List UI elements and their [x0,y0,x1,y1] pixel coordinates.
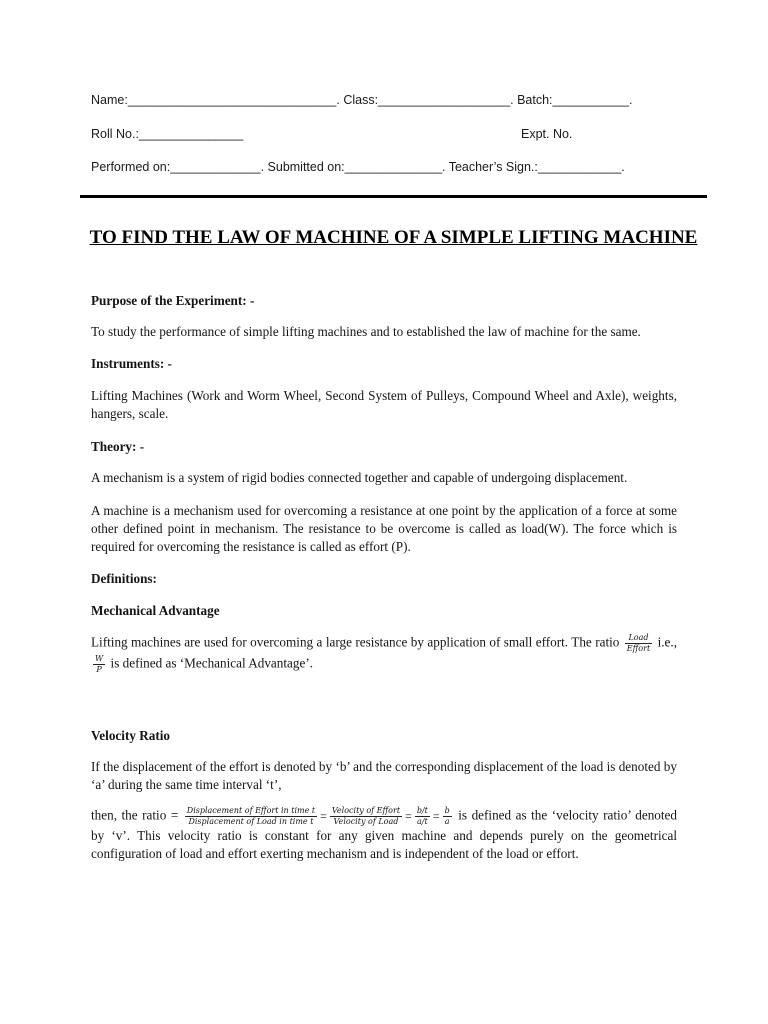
vr-fraction-b-a: $\frac{b}{a}$ [444,806,450,826]
instruments-text: Lifting Machines (Work and Worm Wheel, Second System of Pulleys, Compound Wheel and Axle), weights, hangers, scale. [91,388,677,421]
vr-text-after: is defined as the ‘velocity ratio’ denoted by ‘v’. This velocity ratio is constant for any given machine and depends purely on the geometrical configuration of load and effort exerting mechanism and is independent of the load or effort. [91,807,677,861]
vr-fraction-displacement: $\frac{\text{Displacement of Effort in time t}}{\text{Displacement of Load in time t}}$ [186,806,316,826]
ma-ie: i.e., [657,634,678,650]
theory-p2: A machine is a mechanism used for overcoming a resistance at one point by the application of a force at some other defined point in mechanism. The resistance to be overcome is called as load(W). The force which is required for overcoming the resistance is called as effort (P). [91,503,677,554]
definitions-heading: Definitions: [91,571,157,586]
vr-fraction-velocity: $\frac{\text{Velocity of Effort}}{\text{Velocity of Load}}$ [331,806,401,826]
vr-heading: Velocity Ratio [91,728,170,743]
header-dates-sign: Performed on:_____________. Submitted on:______________. Teacher’s Sign.:____________. [91,160,625,174]
theory-heading: Theory: - [91,439,145,454]
header-divider [80,195,707,198]
page-title: TO FIND THE LAW OF MACHINE OF A SIMPLE LIFTING MACHINE [89,227,698,248]
vr-p1: If the displacement of the effort is denoted by ‘b’ and the corresponding displacement of the load is denoted by ‘a’ during the same time interval ‘t’, [91,759,677,792]
theory-p1: A mechanism is a system of rigid bodies connected together and capable of undergoing displacement. [91,470,628,485]
expt-no-label: Expt. No. [521,127,573,141]
ma-heading: Mechanical Advantage [91,603,220,618]
purpose-text: To study the performance of simple lifting machines and to established the law of machine for the same. [91,324,641,339]
header-name-class-batch: Name:______________________________. Class:___________________. Batch:___________. [91,93,633,107]
instruments-heading: Instruments: - [91,356,172,371]
purpose-heading: Purpose of the Experiment: - [91,293,255,308]
ma-text-before: Lifting machines are used for overcoming a large resistance by application of small effort. The ratio [91,634,620,650]
vr-text: then, the ratio = $\frac{\text{Displacement of Effort in time t}}{\text{Displacement of Load in time t}}$ = $\frac{\text{Velocity of Effort}}{\text{Velocity of Load}}$ = $\frac{b/t}{a/t}$ = $\frac{b}{a}$ is defined as the ‘velocity ratio’ denoted by ‘v’. This velocity ratio is constant for any given machine and depends purely on the geometrical configuration of load and effort exerting mechanism and is independent of the load or effort. [91,806,677,861]
vr-fraction-bt-at: $\frac{b/t}{a/t}$ [416,806,428,826]
vr-then: then, the ratio = [91,807,179,823]
ma-fraction-w-p: $\frac{W}{P}$ [95,654,104,674]
ma-text-after: is defined as ‘Mechanical Advantage’. [110,655,314,671]
ma-fraction-load-effort: $\frac{\text{Load}}{\text{Effort}}$ [626,633,651,653]
roll-no-field: Roll No.:_______________ [91,127,244,141]
header-roll-expt [91,127,573,141]
ma-text [91,633,677,675]
